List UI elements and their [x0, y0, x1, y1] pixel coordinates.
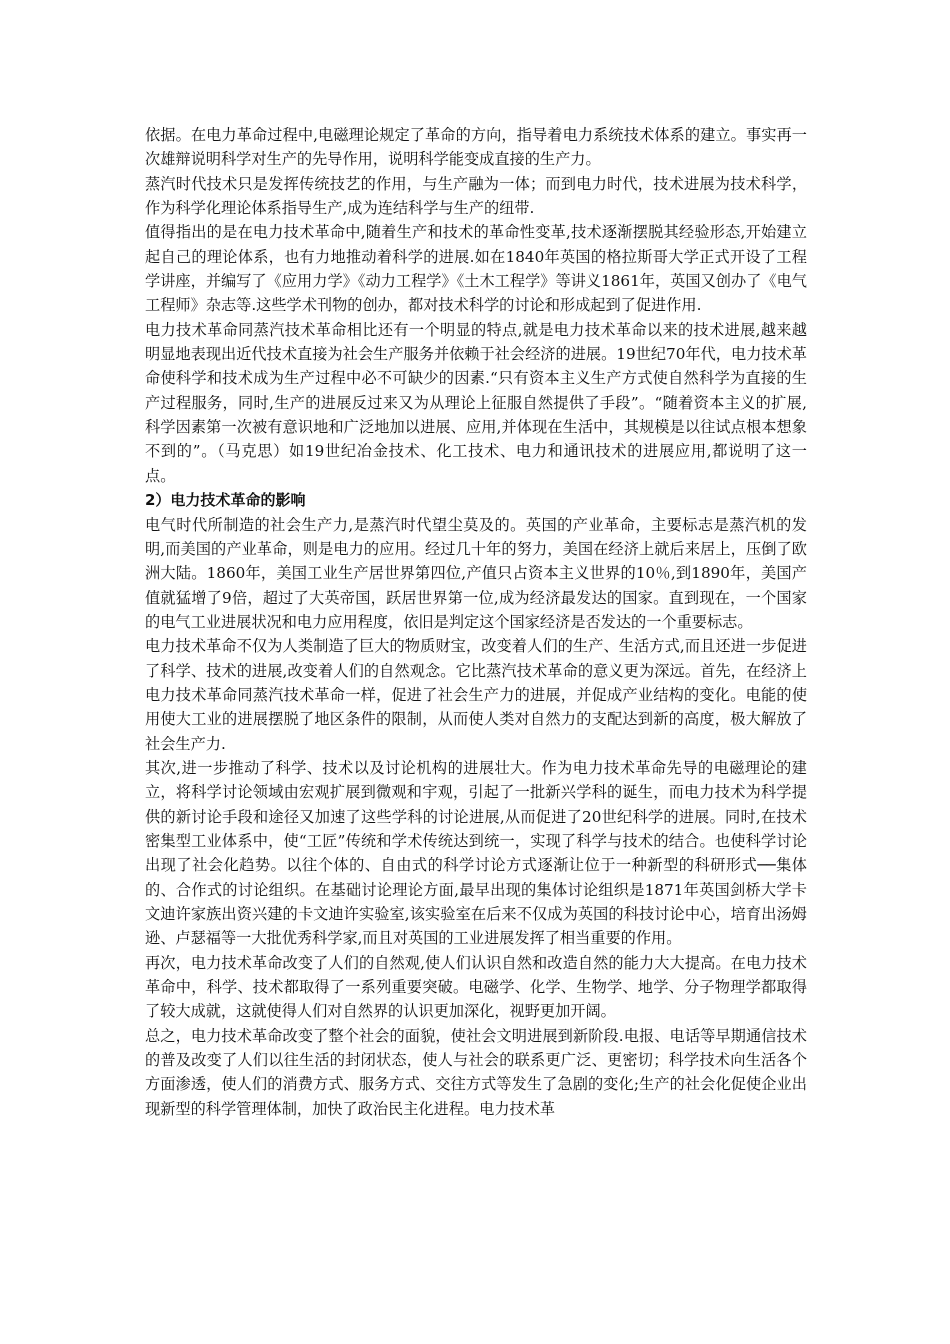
- paragraph: 再次，电力技术革命改变了人们的自然观,使人们认识自然和改造自然的能力大大提高。在电力技术革命中，科学、技术都取得了一系列重要突破。电磁学、化学、生物学、地学、分子物理学都取得了较大成就，这就使得人们对自然界的认识更加深化，视野更加开阔。: [145, 953, 807, 1021]
- paragraph: 总之，电力技术革命改变了整个社会的面貌，使社会文明进展到新阶段.电报、电话等早期通信技术的普及改变了人们以往生活的封闭状态，使人与社会的联系更广泛、更密切；科学技术向生活各个方面渗透，使人们的消费方式、服务方式、交往方式等发生了急剧的变化;生产的社会化促使企业出现新型的科学管理体制，加快了政治民主化进程。电力技术革: [145, 1026, 807, 1118]
- paragraph: 电力技术革命同蒸汽技术革命相比还有一个明显的特点,就是电力技术革命以来的技术进展,越来越明显地表现出近代技术直接为社会生产服务并依赖于社会经济的进展。19世纪70年代，电力技术革命使科学和技术成为生产过程中必不可缺少的因素.“只有资本主义生产方式使自然科学为直接的生产过程服务，同时,生产的进展反过来又为从理论上征服自然提供了手段”。“随着资本主义的扩展,科学因素第一次被有意识地和广泛地加以进展、应用,并体现在生活中，其规模是以往试点根本想象不到的”。（马克思）如19世纪冶金技术、化工技术、电力和通讯技术的进展应用,都说明了这一点。: [145, 320, 807, 485]
- paragraph: 蒸汽时代技术只是发挥传统技艺的作用，与生产融为一体；而到电力时代，技术进展为技术科学，作为科学化理论体系指导生产,成为连结科学与生产的纽带.: [145, 174, 807, 218]
- paragraph: 其次,进一步推动了科学、技术以及讨论机构的进展壮大。作为电力技术革命先导的电磁理论的建立，将科学讨论领域由宏观扩展到微观和宇观，引起了一批新兴学科的诞生，而电力技术为科学提供的新讨论手段和途径又加速了这些学科的讨论进展,从而促进了20世纪科学的进展。同时,在技术密集型工业体系中，使“工匠”传统和学术传统达到统一，实现了科学与技术的结合。也使科学讨论出现了社会化趋势。以往个体的、自由式的科学讨论方式逐渐让位于一种新型的科研形式──集体的、合作式的讨论组织。在基础讨论理论方面,最早出现的集体讨论组织是1871年英国剑桥大学卡文迪许家族出资兴建的卡文迪许实验室,该实验室在后来不仅成为英国的科技讨论中心，培育出汤姆逊、卢瑟福等一大批优秀科学家,而且对英国的工业进展发挥了相当重要的作用。: [145, 758, 807, 948]
- section-heading: 2）电力技术革命的影响: [145, 491, 306, 510]
- paragraph: 值得指出的是在电力技术革命中,随着生产和技术的革命性变革,技术逐渐摆脱其经验形态,开始建立起自己的理论体系，也有力地推动着科学的进展.如在1840年英国的格拉斯哥大学正式开设了工程学讲座，并编写了《应用力学》《动力工程学》《土木工程学》等讲义1861年，英国又创办了《电气工程师》杂志等.这些学术刊物的创办，都对技术科学的讨论和形成起到了促进作用.: [145, 223, 807, 315]
- paragraph: 依据。在电力革命过程中,电磁理论规定了革命的方向，指导着电力系统技术体系的建立。事实再一次雄辩说明科学对生产的先导作用，说明科学能变成直接的生产力。: [145, 126, 807, 169]
- paragraph: 电力技术革命不仅为人类制造了巨大的物质财宝，改变着人们的生产、生活方式,而且还进一步促进了科学、技术的进展,改变着人们的自然观念。它比蒸汽技术革命的意义更为深远。首先，在经济上电力技术革命同蒸汽技术革命一样，促进了社会生产力的进展，并促成产业结构的变化。电能的使用使大工业的进展摆脱了地区条件的限制，从而使人类对自然力的支配达到新的高度，极大解放了社会生产力.: [145, 637, 807, 753]
- document-page: [145, 123, 807, 1121]
- paragraph: 电气时代所制造的社会生产力,是蒸汽时代望尘莫及的。英国的产业革命，主要标志是蒸汽机的发明,而美国的产业革命，则是电力的应用。经过几十年的努力，美国在经济上就后来居上，压倒了欧洲大陆。1860年，美国工业生产居世界第四位,产值只占资本主义世界的10％,到1890年，美国产值就猛增了9倍，超过了大英帝国，跃居世界第一位,成为经济最发达的国家。直到现在，一个国家的电气工业进展状况和电力应用程度，依旧是判定这个国家经济是否发达的一个重要标志。: [145, 515, 807, 631]
